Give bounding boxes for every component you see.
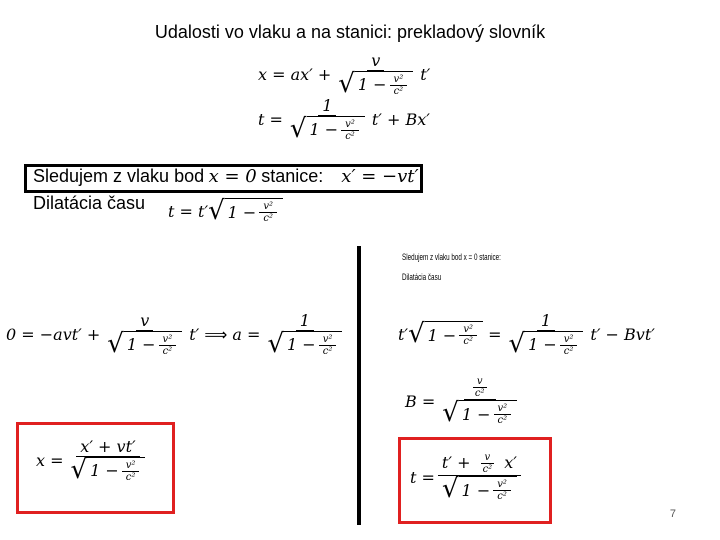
equation-x: x = ax′ + v √ 1 − $\frac{\text{v²}}{\text{c²}}$ t′ bbox=[258, 51, 431, 99]
equation-B: B = $\frac{v}{\text{c²}}$ √ 1 − $\frac{\text{v²}}{\text{c²}}$ bbox=[405, 376, 524, 426]
tiny-note-2: Dilatácia času bbox=[402, 272, 442, 282]
tiny-note-1: Sledujem z vlaku bod x = 0 stanice: bbox=[402, 252, 501, 262]
equation-b-derivation: t′ √ 1 − $\frac{\text{v²}}{\text{c²}}$ = 1 √ 1 − $\frac{\text{v²}}{\text{c²}}$ t′ − Bvt′ bbox=[398, 311, 655, 359]
vertical-divider bbox=[357, 246, 361, 525]
equation-t-result: t = t′ + $\frac{v}{\text{c²}}$ x′ √ 1 − $\frac{\text{v²}}{\text{c²}}$ bbox=[410, 452, 524, 502]
box-text: Sledujem z vlaku bod x = 0 stanice: x′ = −vt′ bbox=[33, 166, 419, 187]
slide-title: Udalosti vo vlaku a na stanici: prekladový slovník bbox=[154, 22, 546, 42]
dilation-equation: t = t′ √ 1 − $\frac{\text{v²}}{\text{c²}}$ bbox=[168, 198, 283, 224]
equation-x-result: x = x′ + vt′ √ 1 − $\frac{\text{v²}}{\text{c²}}$ bbox=[36, 438, 152, 483]
equation-a-derivation: 0 = −avt′ + v √ 1 − $\frac{\text{v²}}{\text{c²}}$ t′ ⟹ a = 1 √ 1 − $\frac{\text{v²}}{\text{c²}}$ bbox=[6, 312, 349, 357]
equation-t: t = 1 √ 1 − $\frac{\text{v²}}{\text{c²}}$ t′ + Bx′ bbox=[258, 96, 430, 144]
dilation-label: Dilatácia času bbox=[33, 193, 146, 213]
page-number: 7 bbox=[669, 508, 676, 520]
